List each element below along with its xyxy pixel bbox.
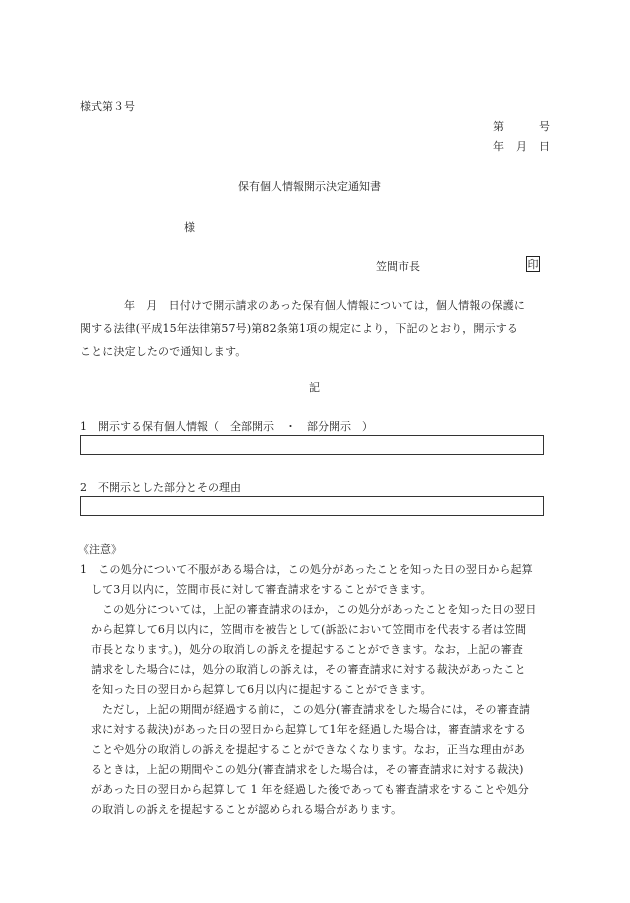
body-line-3: ことに決定したので通知します。 <box>80 345 247 358</box>
notes-line-11: るときは，上記の期間やこの処分(審査請求をした場合は，その審査請求に対する裁決) <box>91 763 524 776</box>
notes-line-4: から起算して6月以内に，笠間市を被告として(訴訟において笠間市を代表する者は笠間 <box>91 623 527 636</box>
notes-line-10: ことや処分の取消しの訴えを提起することができなくなります。なお，正当な理由があ <box>91 743 525 756</box>
doc-number-go: 号 <box>539 120 550 133</box>
notes-line-2: して3月以内に，笠間市長に対して審査請求をすることができます。 <box>91 583 432 596</box>
notes-line-1: 1 この処分について不服がある場合は，この処分があったことを知った日の翌日から起算 <box>80 563 533 576</box>
item1-label: 1 開示する保有個人情報（ 全部開示 ・ 部分開示 ） <box>80 420 373 433</box>
issuer-name: 笠間市長 <box>376 260 420 273</box>
document-title: 保有個人情報開示決定通知書 <box>238 180 381 193</box>
date-day: 日 <box>539 140 550 153</box>
body-line-2: 関する法律(平成15年法律第57号)第82条第1項の規定により，下記のとおり，開示する <box>80 322 519 335</box>
notes-line-7: を知った日の翌日から起算して6月以内に提起することができます。 <box>91 683 432 696</box>
notes-line-5: 市長となります。)，処分の取消しの訴えを提起することができます。なお，上記の審査 <box>91 643 524 656</box>
doc-number-dai: 第 <box>493 120 504 133</box>
notes-line-13: の取消しの訴えを提起することが認められる場合があります。 <box>91 803 403 816</box>
item1-field-box <box>80 435 544 455</box>
notes-line-3: この処分については，上記の審査請求のほか，この処分があったことを知った日の翌日 <box>102 603 537 616</box>
date-month: 月 <box>516 140 527 153</box>
notes-heading: 《注意》 <box>78 543 122 556</box>
item2-label: 2 不開示とした部分とその理由 <box>80 481 241 494</box>
form-number: 様式第３号 <box>80 100 135 113</box>
notes-line-9: 求に対する裁決)があった日の翌日から起算して1年を経過した場合は，審査請求をする <box>91 723 527 736</box>
ki-heading: 記 <box>309 381 320 394</box>
addressee-suffix: 様 <box>184 221 195 234</box>
date-year: 年 <box>493 140 504 153</box>
seal-mark: 印 <box>527 258 539 271</box>
body-line-1: 年 月 日付けで開示請求のあった保有個人情報については，個人情報の保護に <box>124 299 526 312</box>
notes-line-12: があった日の翌日から起算して 1 年を経過した後であっても審査請求をすることや処分 <box>91 783 529 796</box>
notes-line-6: 請求をした場合には，処分の取消しの訴えは，その審査請求に対する裁決があったこと <box>91 663 526 676</box>
notes-line-8: ただし，上記の期間が経過する前に，この処分(審査請求をした場合には，その審査請 <box>102 703 531 716</box>
item2-field-box <box>80 496 544 516</box>
